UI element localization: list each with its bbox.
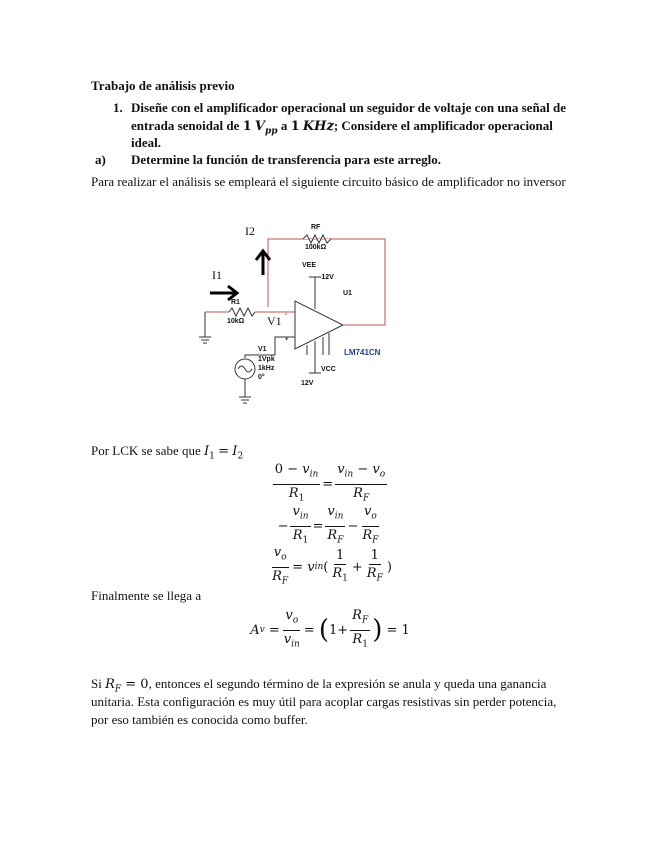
item1-line3: ideal. xyxy=(131,135,161,150)
label-opamp: LM741CN xyxy=(344,348,381,357)
label-vcc-value: 12V xyxy=(301,380,314,387)
label-rf-value: 100kΩ xyxy=(305,244,327,251)
label-v1-vpk: 1Vpk xyxy=(258,356,275,363)
label-vcc: VCC xyxy=(321,366,336,373)
equation-2: − $\frac{v_{in}}{R_1}$ = $\frac{v_{in}}{R_F}$ − $\frac{v_o}{R_F}$ xyxy=(277,504,379,546)
label-r1: R1 xyxy=(231,299,240,306)
label-r1-value: 10kΩ xyxy=(227,318,245,325)
section-heading: Trabajo de análisis previo xyxy=(91,78,235,93)
label-v1-freq: 1kHz xyxy=(258,365,275,372)
intro-paragraph: Para realizar el análisis se empleará el siguiente circuito básico de amplificador no inversor xyxy=(91,174,566,189)
conclusion-line2: unitaria. Esta configuración es muy útil para acoplar cargas resistivas sin perder potencia, xyxy=(91,694,557,709)
label-u1: U1 xyxy=(343,290,352,297)
item1-line2: entrada senoidal de 1 $V_{pp}$ a 1 KHz; Considere el amplificador operacional xyxy=(131,118,553,137)
item1-line1: Diseñe con el amplificador operacional un seguidor de voltaje con una señal de xyxy=(131,100,567,115)
circuit-diagram xyxy=(195,215,395,410)
equation-4: A v = $\frac{v_o}{v_{in}}$ = ( 1 + $\frac{R_F}{R_1}$ ) = 1 xyxy=(250,608,410,650)
item-number: 1. xyxy=(113,100,123,115)
item-a-text: Determine la función de transferencia para este arreglo. xyxy=(131,152,442,167)
pin-plus: + xyxy=(285,337,289,343)
rf-resistor xyxy=(303,235,331,243)
r1-resistor xyxy=(229,308,255,316)
equation-3: $\frac{v_o}{R_F}$ = v in ( $\frac{1}{R_1}$ + $\frac{1}{R_F}$ ) xyxy=(272,545,392,587)
pin-minus: - xyxy=(285,312,287,318)
conclusion-line1: Si $R_F = 0$, entonces el segundo término de la expresión se anula y queda una ganancia xyxy=(91,676,547,695)
item-a-label: a) xyxy=(95,152,106,167)
label-vee: VEE xyxy=(302,262,317,269)
label-v1-node: V1 xyxy=(267,314,282,328)
conclusion-line3: por eso también es conocida como buffer. xyxy=(91,712,308,727)
label-rf: RF xyxy=(311,224,321,231)
label-i1: I1 xyxy=(212,268,222,282)
lck-line: Por LCK se sabe que $I_1 = I_2$ xyxy=(91,443,244,462)
label-i2: I2 xyxy=(245,224,255,238)
label-v1-phase: 0° xyxy=(258,374,265,381)
label-v1: V1 xyxy=(258,346,267,353)
equation-1: $\frac{0 - v_{in}}{R_1}$ = $\frac{v_{in} - v_o}{R_F}$ xyxy=(274,462,386,504)
opamp-triangle xyxy=(295,301,343,349)
final-text: Finalmente se llega a xyxy=(91,588,202,603)
label-vee-value: -12V xyxy=(319,274,334,281)
